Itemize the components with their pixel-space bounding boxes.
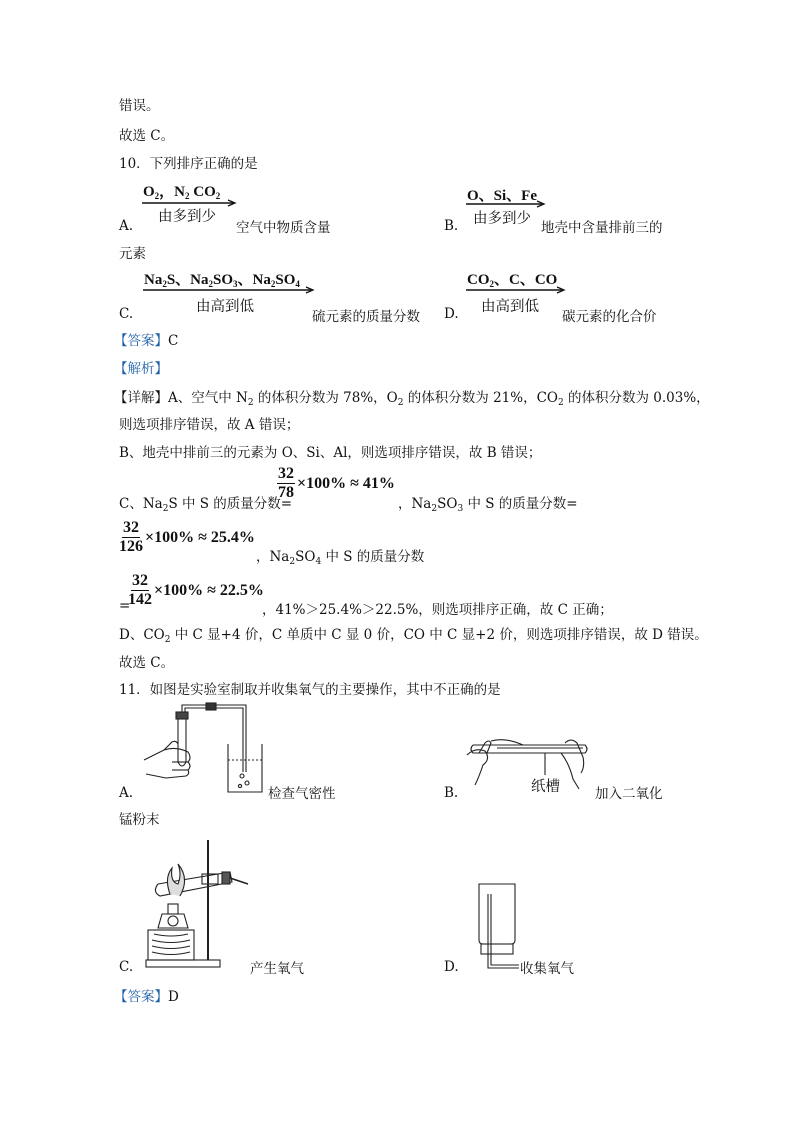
answer-10: 【答案】C xyxy=(114,333,179,349)
question-10-stem: 10．下列排序正确的是 xyxy=(119,156,258,172)
option-b-arrow-label: 由多到少 xyxy=(473,211,531,227)
detail-line-4b: ，$Na_2SO_3$ 中 S 的质量分数= xyxy=(398,496,578,514)
option-d-arrow-label: 由高到低 xyxy=(481,299,539,315)
option-c-caption-q11: 产生氧气 xyxy=(250,961,304,977)
answer-11: 【答案】D xyxy=(114,989,179,1005)
option-d-desc: 碳元素的化合价 xyxy=(562,309,657,325)
option-d-formula: $CO_2$、C、CO xyxy=(467,272,558,289)
option-c-desc: 硫元素的质量分数 xyxy=(312,309,420,325)
option-b-letter-q11: B. xyxy=(444,785,459,801)
fraction-3: $\frac{32}{142}$ ×100% ≈ 22.5% xyxy=(128,572,264,608)
option-b-desc: 地壳中含量排前三的 xyxy=(541,220,663,236)
collect-oxygen-figure xyxy=(471,880,523,972)
detail-line-2: 则选项排序错误，故 A 错误； xyxy=(119,417,300,433)
option-c-letter-q11: C. xyxy=(119,959,134,975)
fraction-1: $\frac{32}{78}$ ×100% ≈ 41% xyxy=(278,465,395,501)
option-b-letter: B. xyxy=(444,218,459,234)
option-d-caption-q11: 收集氧气 xyxy=(520,961,574,977)
detail-line-1: 【详解】A、空气中 $N_2$ 的体积分数为 78%，$O_2$ 的体积分数为 21%，$CO_2$ 的体积分数为 0.03%， xyxy=(114,390,710,408)
equals-sign: = xyxy=(119,598,131,614)
option-c-formula: $Na_2S$、$Na_2SO_3$、$Na_2SO_4$ xyxy=(144,272,300,289)
option-a-caption-q11: 检查气密性 xyxy=(268,786,336,802)
option-a-letter: A. xyxy=(119,218,134,234)
detail-line-6b: ，41%＞25.4%＞22.5%，则选项排序正确，故 C 正确； xyxy=(262,602,613,618)
option-d-letter-q11: D. xyxy=(444,959,459,975)
option-a-desc: 空气中物质含量 xyxy=(236,220,331,236)
arrow-icon xyxy=(464,286,570,294)
option-c-letter: C. xyxy=(119,306,134,322)
option-b-caption-q11: 加入二氧化 xyxy=(595,786,663,802)
option-d-letter: D. xyxy=(444,306,459,322)
question-11-stem: 11．如图是实验室制取并收集氧气的主要操作，其中不正确的是 xyxy=(119,682,501,698)
detail-line-7: D、$CO_2$ 中 C 显+4 价，C 单质中 C 显 0 价，CO 中 C 显+2 价，则选项排序错误，故 D 错误。 xyxy=(119,627,708,645)
detail-line-8: 故选 C。 xyxy=(119,655,175,671)
option-a-arrow-label: 由多到少 xyxy=(158,209,216,225)
detail-line-3: B、地壳中排前三的元素为 O、Si、Al，则选项排序错误，故 B 错误； xyxy=(119,445,542,461)
arrow-icon xyxy=(141,286,319,294)
option-a-formula: $O_2$，$N_2$ $CO_2$ xyxy=(143,184,221,201)
detail-line-5b: ，$Na_2SO_4$ 中 S 的质量分数 xyxy=(256,549,425,567)
oxygen-generation-figure xyxy=(144,834,252,970)
option-c-arrow-label: 由高到低 xyxy=(196,299,254,315)
option-b-formula: O、Si、Fe xyxy=(467,188,537,204)
fraction-2: $\frac{32}{126}$ ×100% ≈ 25.4% xyxy=(119,519,255,555)
detail-line-4a: C、$Na_2S$ 中 S 的质量分数= xyxy=(119,496,293,514)
option-a-letter-q11: A. xyxy=(119,785,134,801)
analysis-tag: 【解析】 xyxy=(114,361,168,377)
airtightness-check-figure xyxy=(142,700,268,800)
option-b-caption-wrap: 锰粉末 xyxy=(119,812,160,828)
option-b-desc-wrap: 元素 xyxy=(119,246,146,262)
paper-trough-label: 纸槽 xyxy=(531,779,560,795)
text-line: 故选 C。 xyxy=(119,128,175,144)
text-line: 错误。 xyxy=(119,98,160,114)
